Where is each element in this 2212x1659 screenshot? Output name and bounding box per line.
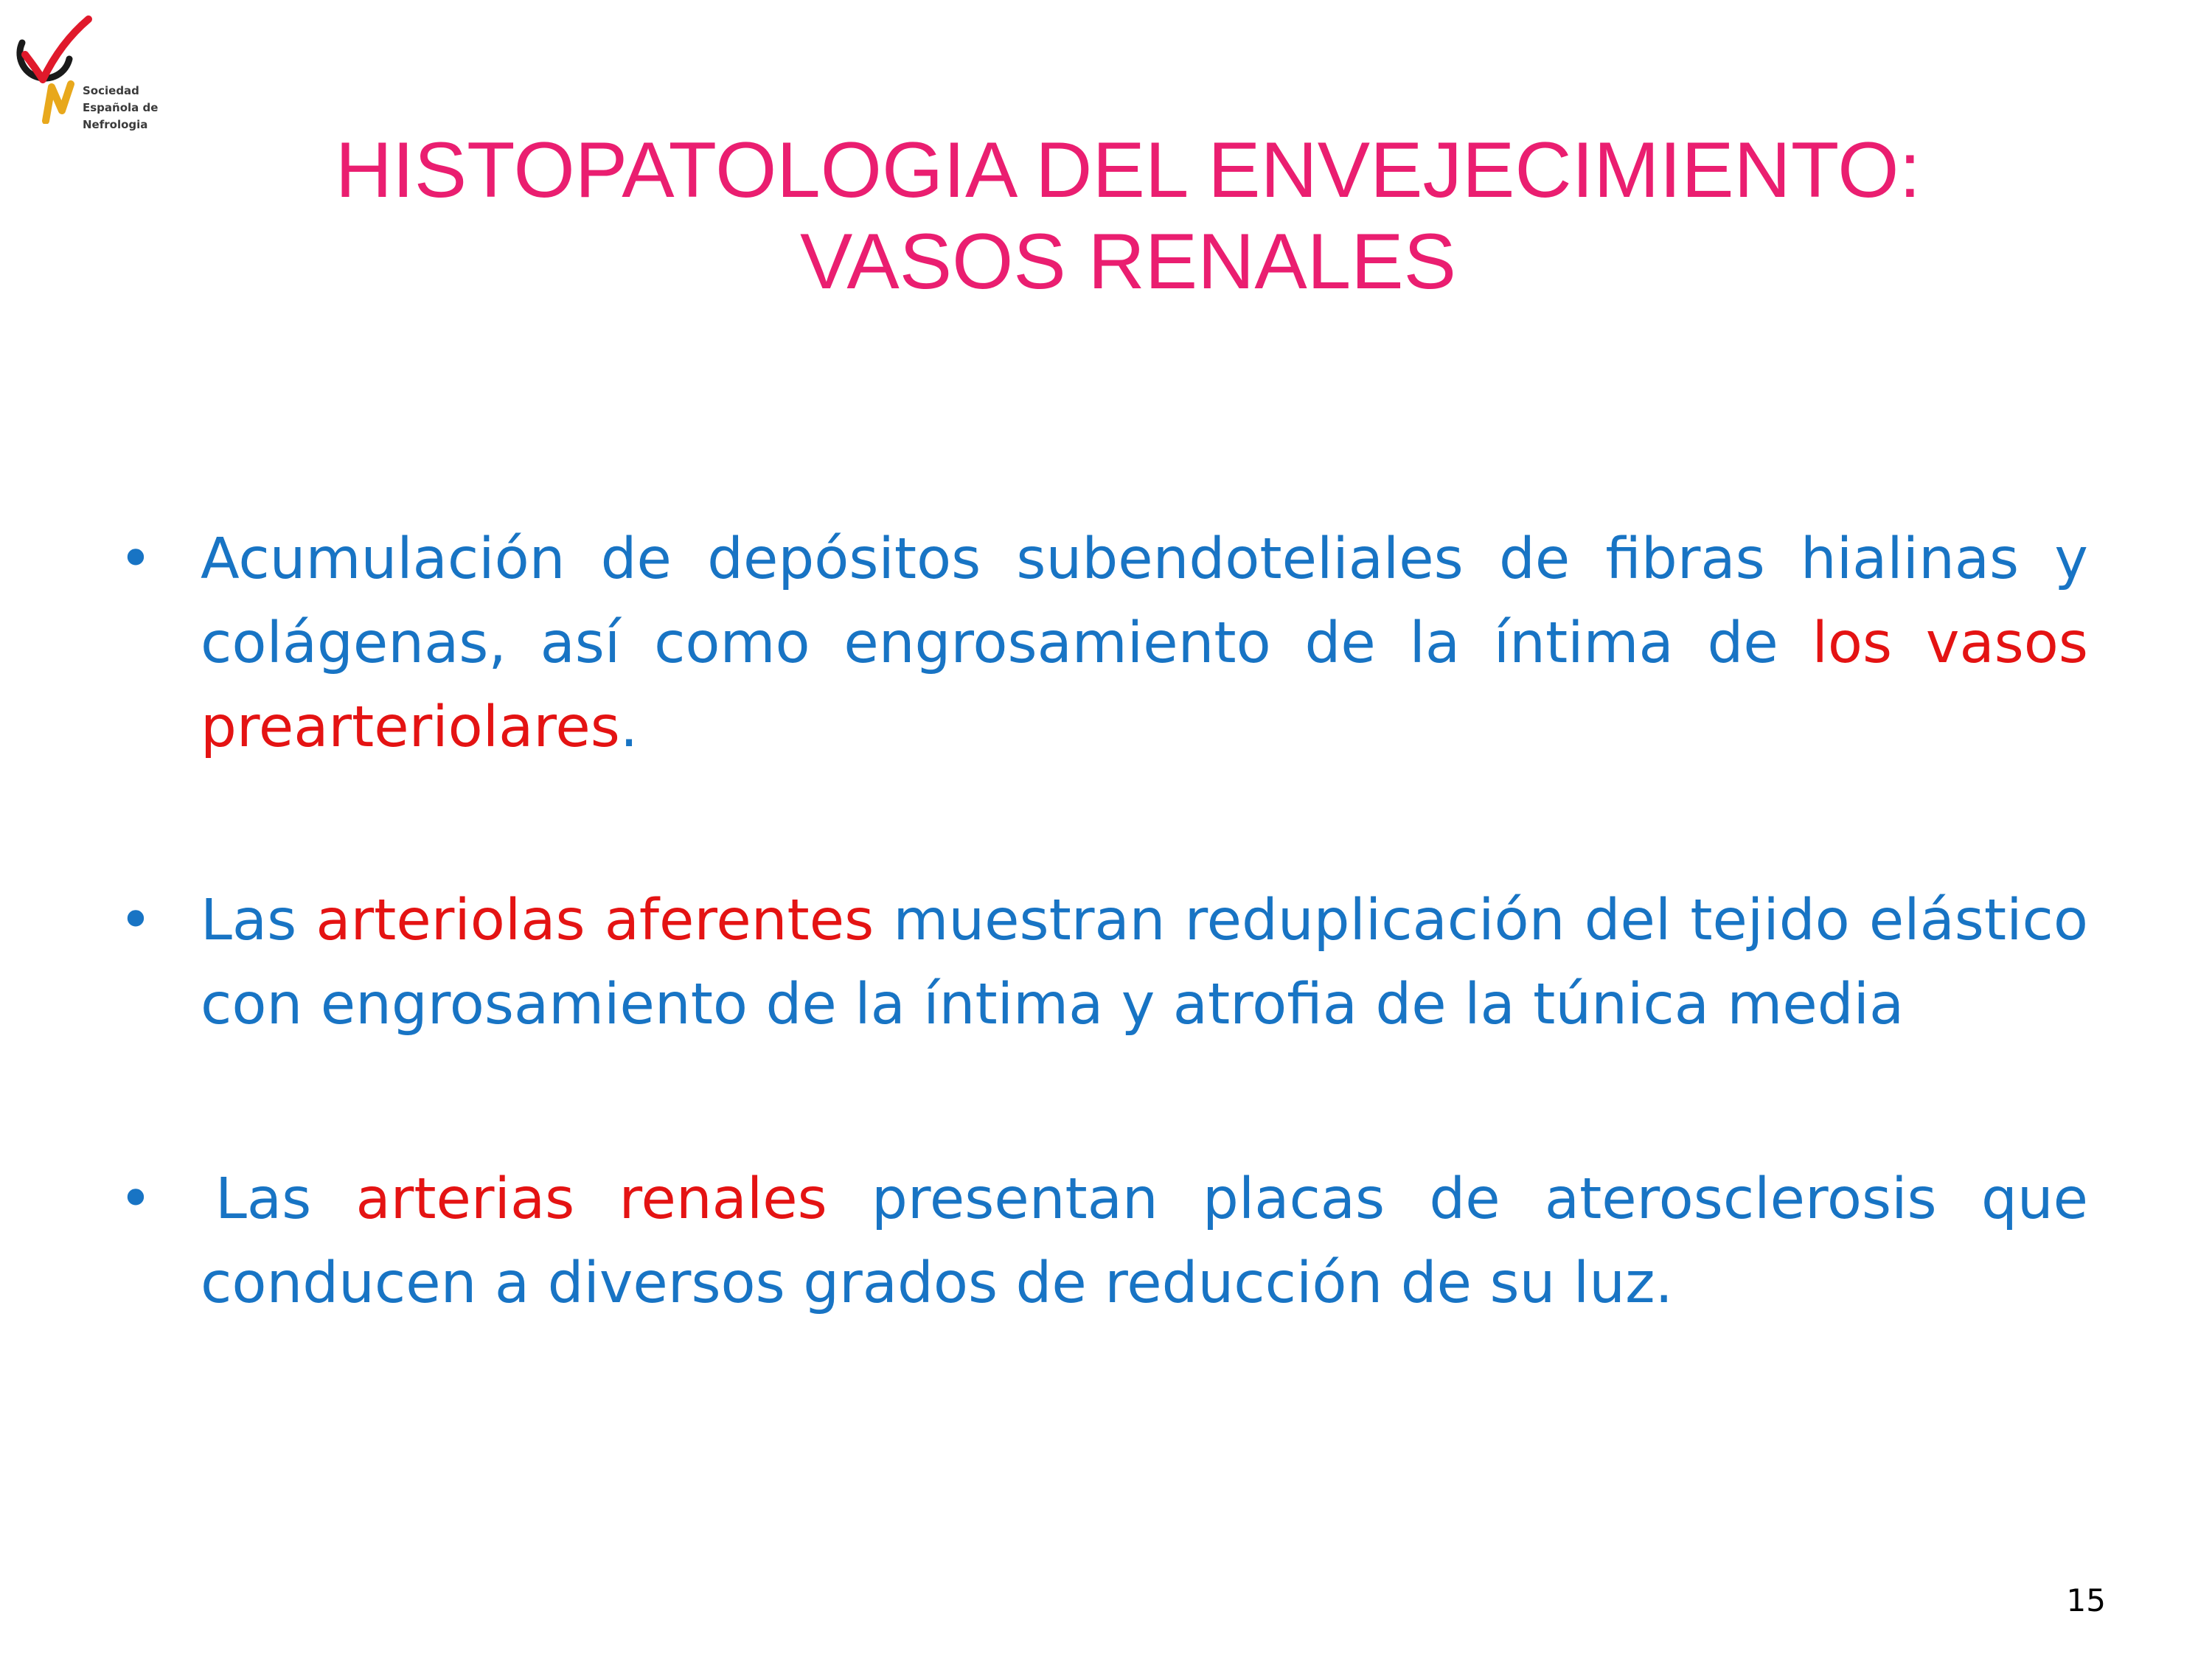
bullet-icon: • [119, 888, 153, 953]
bullet-item-2 [119, 879, 2088, 1047]
word: hialinas [1800, 526, 2020, 592]
word: depósitos [707, 526, 981, 592]
bullet-2-line-2 [201, 963, 2088, 1047]
highlight-word: los [1812, 611, 1893, 676]
word: íntima [1493, 611, 1674, 676]
word: la [1409, 611, 1461, 676]
word: Las [215, 1166, 312, 1232]
logo-text-line2: Española de [83, 101, 159, 114]
word: placas [1203, 1166, 1385, 1232]
word: subendoteliales [1016, 526, 1464, 592]
slide-title [221, 124, 2035, 307]
word: como [654, 611, 810, 676]
word: y [2054, 526, 2088, 592]
word: Las [201, 888, 297, 953]
highlight-word: vasos [1925, 611, 2088, 676]
word: . [619, 695, 639, 760]
logo-text-line3: Nefrologia [83, 118, 148, 131]
word: del [1584, 888, 1672, 953]
word: Acumulación [201, 526, 566, 592]
bullet-1-line-2 [201, 602, 2088, 686]
highlight-word: renales [619, 1166, 827, 1232]
word: reduplicación [1184, 888, 1565, 953]
logo-wordmark [83, 83, 158, 133]
word: tejido [1690, 888, 1850, 953]
bullet-icon: • [119, 1166, 153, 1232]
bullet-item-3 [119, 1158, 2088, 1326]
bullet-3-line-1 [201, 1158, 2088, 1242]
word: colágenas, [201, 611, 507, 676]
page-number: 15 [2066, 1582, 2106, 1618]
word: fibras [1605, 526, 1765, 592]
word: que [1980, 1166, 2088, 1232]
highlight-word: prearteriolares [201, 695, 620, 760]
highlight-word: aferentes [604, 888, 874, 953]
word: de [1429, 1166, 1500, 1232]
word: engrosamiento [844, 611, 1271, 676]
word: así [540, 611, 621, 676]
logo-text-line1: Sociedad [83, 84, 139, 97]
word: de [600, 526, 672, 592]
bullet-3-line-2 [201, 1242, 2088, 1326]
bullet-icon: • [119, 526, 153, 592]
text-run: con engrosamiento de la íntima y atrofia de la túnica media [201, 972, 1905, 1037]
word: muestran [893, 888, 1166, 953]
slide-title-line1: HISTOPATOLOGIA DEL ENVEJECIMIENTO: [335, 125, 1921, 214]
bullet-1-line-1 [201, 518, 2088, 602]
bullet-1-line-3 [201, 686, 2088, 770]
word: presentan [872, 1166, 1158, 1232]
sociedad-espanola-nefrologia-logo [6, 13, 190, 139]
highlight-word: arterias [355, 1166, 575, 1232]
word: elástico [1868, 888, 2088, 953]
word: de [1707, 611, 1778, 676]
slide-title-line2: VASOS RENALES [799, 217, 1456, 305]
bullet-item-1 [119, 518, 2088, 770]
word: de [1304, 611, 1376, 676]
highlight-word: arteriolas [316, 888, 585, 953]
word: de [1498, 526, 1571, 592]
bullet-2-line-1 [201, 879, 2088, 963]
word: aterosclerosis [1544, 1166, 1937, 1232]
text-run: conducen a diversos grados de reducción de su luz. [201, 1251, 1673, 1316]
